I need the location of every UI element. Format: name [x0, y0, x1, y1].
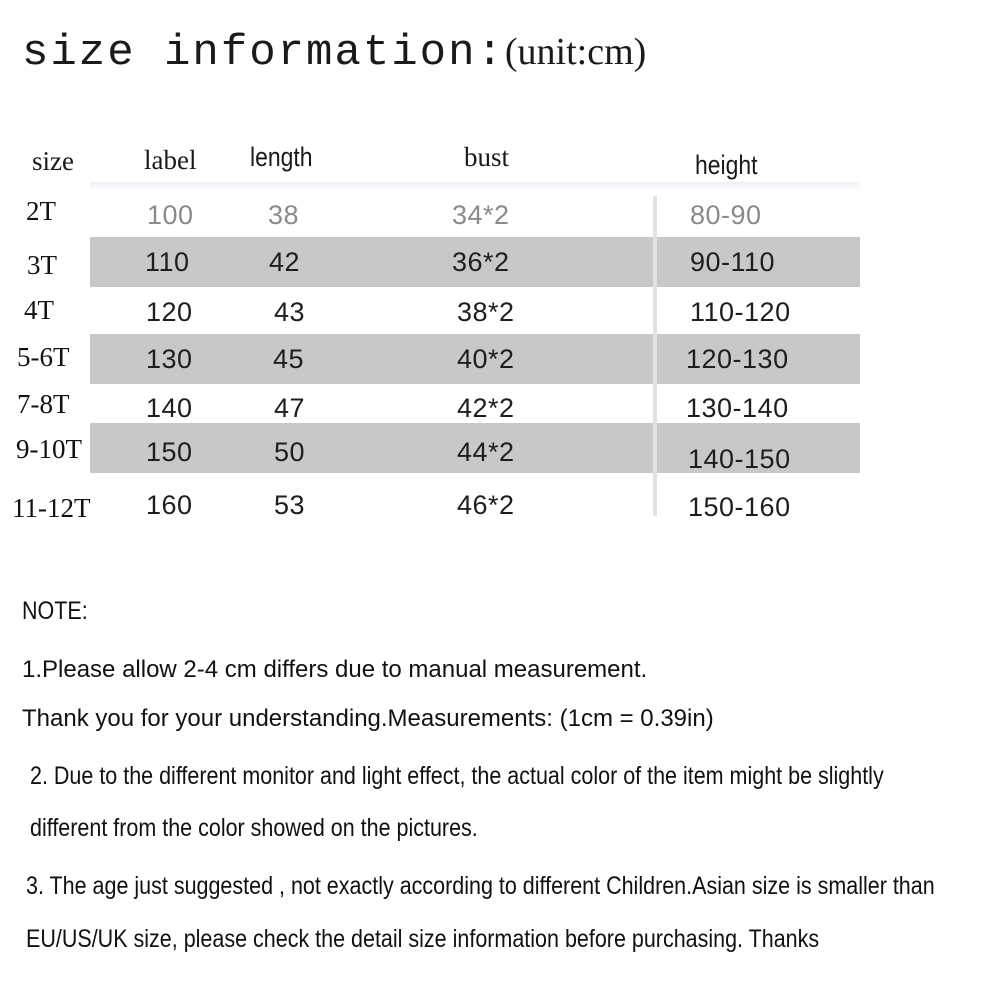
cell-height: 140-150 [688, 444, 791, 474]
cell-height: 80-90 [690, 200, 762, 230]
cell-bust: 38*2 [457, 297, 515, 327]
header-size: size [32, 146, 74, 176]
cell-bust: 40*2 [457, 344, 515, 374]
note-line: 2. Due to the different monitor and light effect, the actual color of the item might be slightly [30, 762, 884, 790]
note-line: EU/US/UK size, please check the detail size information before purchasing. Thanks [26, 925, 820, 953]
cell-bust: 34*2 [452, 200, 510, 230]
cell-label: 150 [146, 437, 193, 467]
title-main: size information: [22, 28, 505, 78]
cell-height: 150-160 [688, 492, 791, 522]
cell-length: 45 [273, 344, 305, 374]
cell-height: 120-130 [686, 344, 789, 374]
cell-bust: 36*2 [452, 247, 510, 277]
cell-size: 4T [24, 295, 54, 325]
header-height: height [695, 150, 758, 180]
header-length: length [250, 142, 313, 172]
cell-label: 120 [146, 297, 193, 327]
cell-length: 47 [274, 393, 306, 423]
cell-length: 43 [274, 297, 306, 327]
header-label: label [144, 145, 197, 175]
cell-height: 130-140 [686, 393, 789, 423]
cell-label: 130 [146, 344, 193, 374]
cell-length: 42 [269, 247, 301, 277]
header-divider [90, 182, 860, 188]
cell-height: 110-120 [690, 297, 791, 327]
cell-label: 140 [146, 393, 193, 423]
cell-size: 9-10T [16, 434, 82, 464]
page-title [22, 28, 646, 78]
cell-label: 160 [146, 490, 193, 520]
notes-heading: NOTE: [22, 597, 88, 625]
header-bust: bust [464, 142, 510, 172]
title-unit: (unit:cm) [504, 31, 647, 73]
cell-label: 110 [145, 247, 190, 277]
cell-height: 90-110 [690, 247, 776, 277]
cell-label: 100 [147, 200, 194, 230]
cell-size: 7-8T [17, 389, 70, 419]
note-line: different from the color showed on the pictures. [30, 814, 478, 842]
cell-length: 50 [274, 437, 306, 467]
cell-length: 53 [274, 490, 306, 520]
column-divider [653, 196, 657, 516]
cell-size: 2T [26, 196, 56, 226]
note-line: Thank you for your understanding.Measurements: (1cm = 0.39in) [22, 705, 714, 732]
cell-bust: 46*2 [457, 490, 515, 520]
cell-bust: 42*2 [457, 393, 515, 423]
cell-size: 11-12T [12, 493, 91, 523]
cell-size: 3T [27, 250, 57, 280]
cell-bust: 44*2 [457, 437, 515, 467]
note-line: 3. The age just suggested , not exactly according to different Children.Asian size is smaller than [26, 872, 935, 900]
cell-length: 38 [268, 200, 300, 230]
note-line: 1.Please allow 2-4 cm differs due to manual measurement. [22, 656, 648, 683]
cell-size: 5-6T [17, 342, 70, 372]
